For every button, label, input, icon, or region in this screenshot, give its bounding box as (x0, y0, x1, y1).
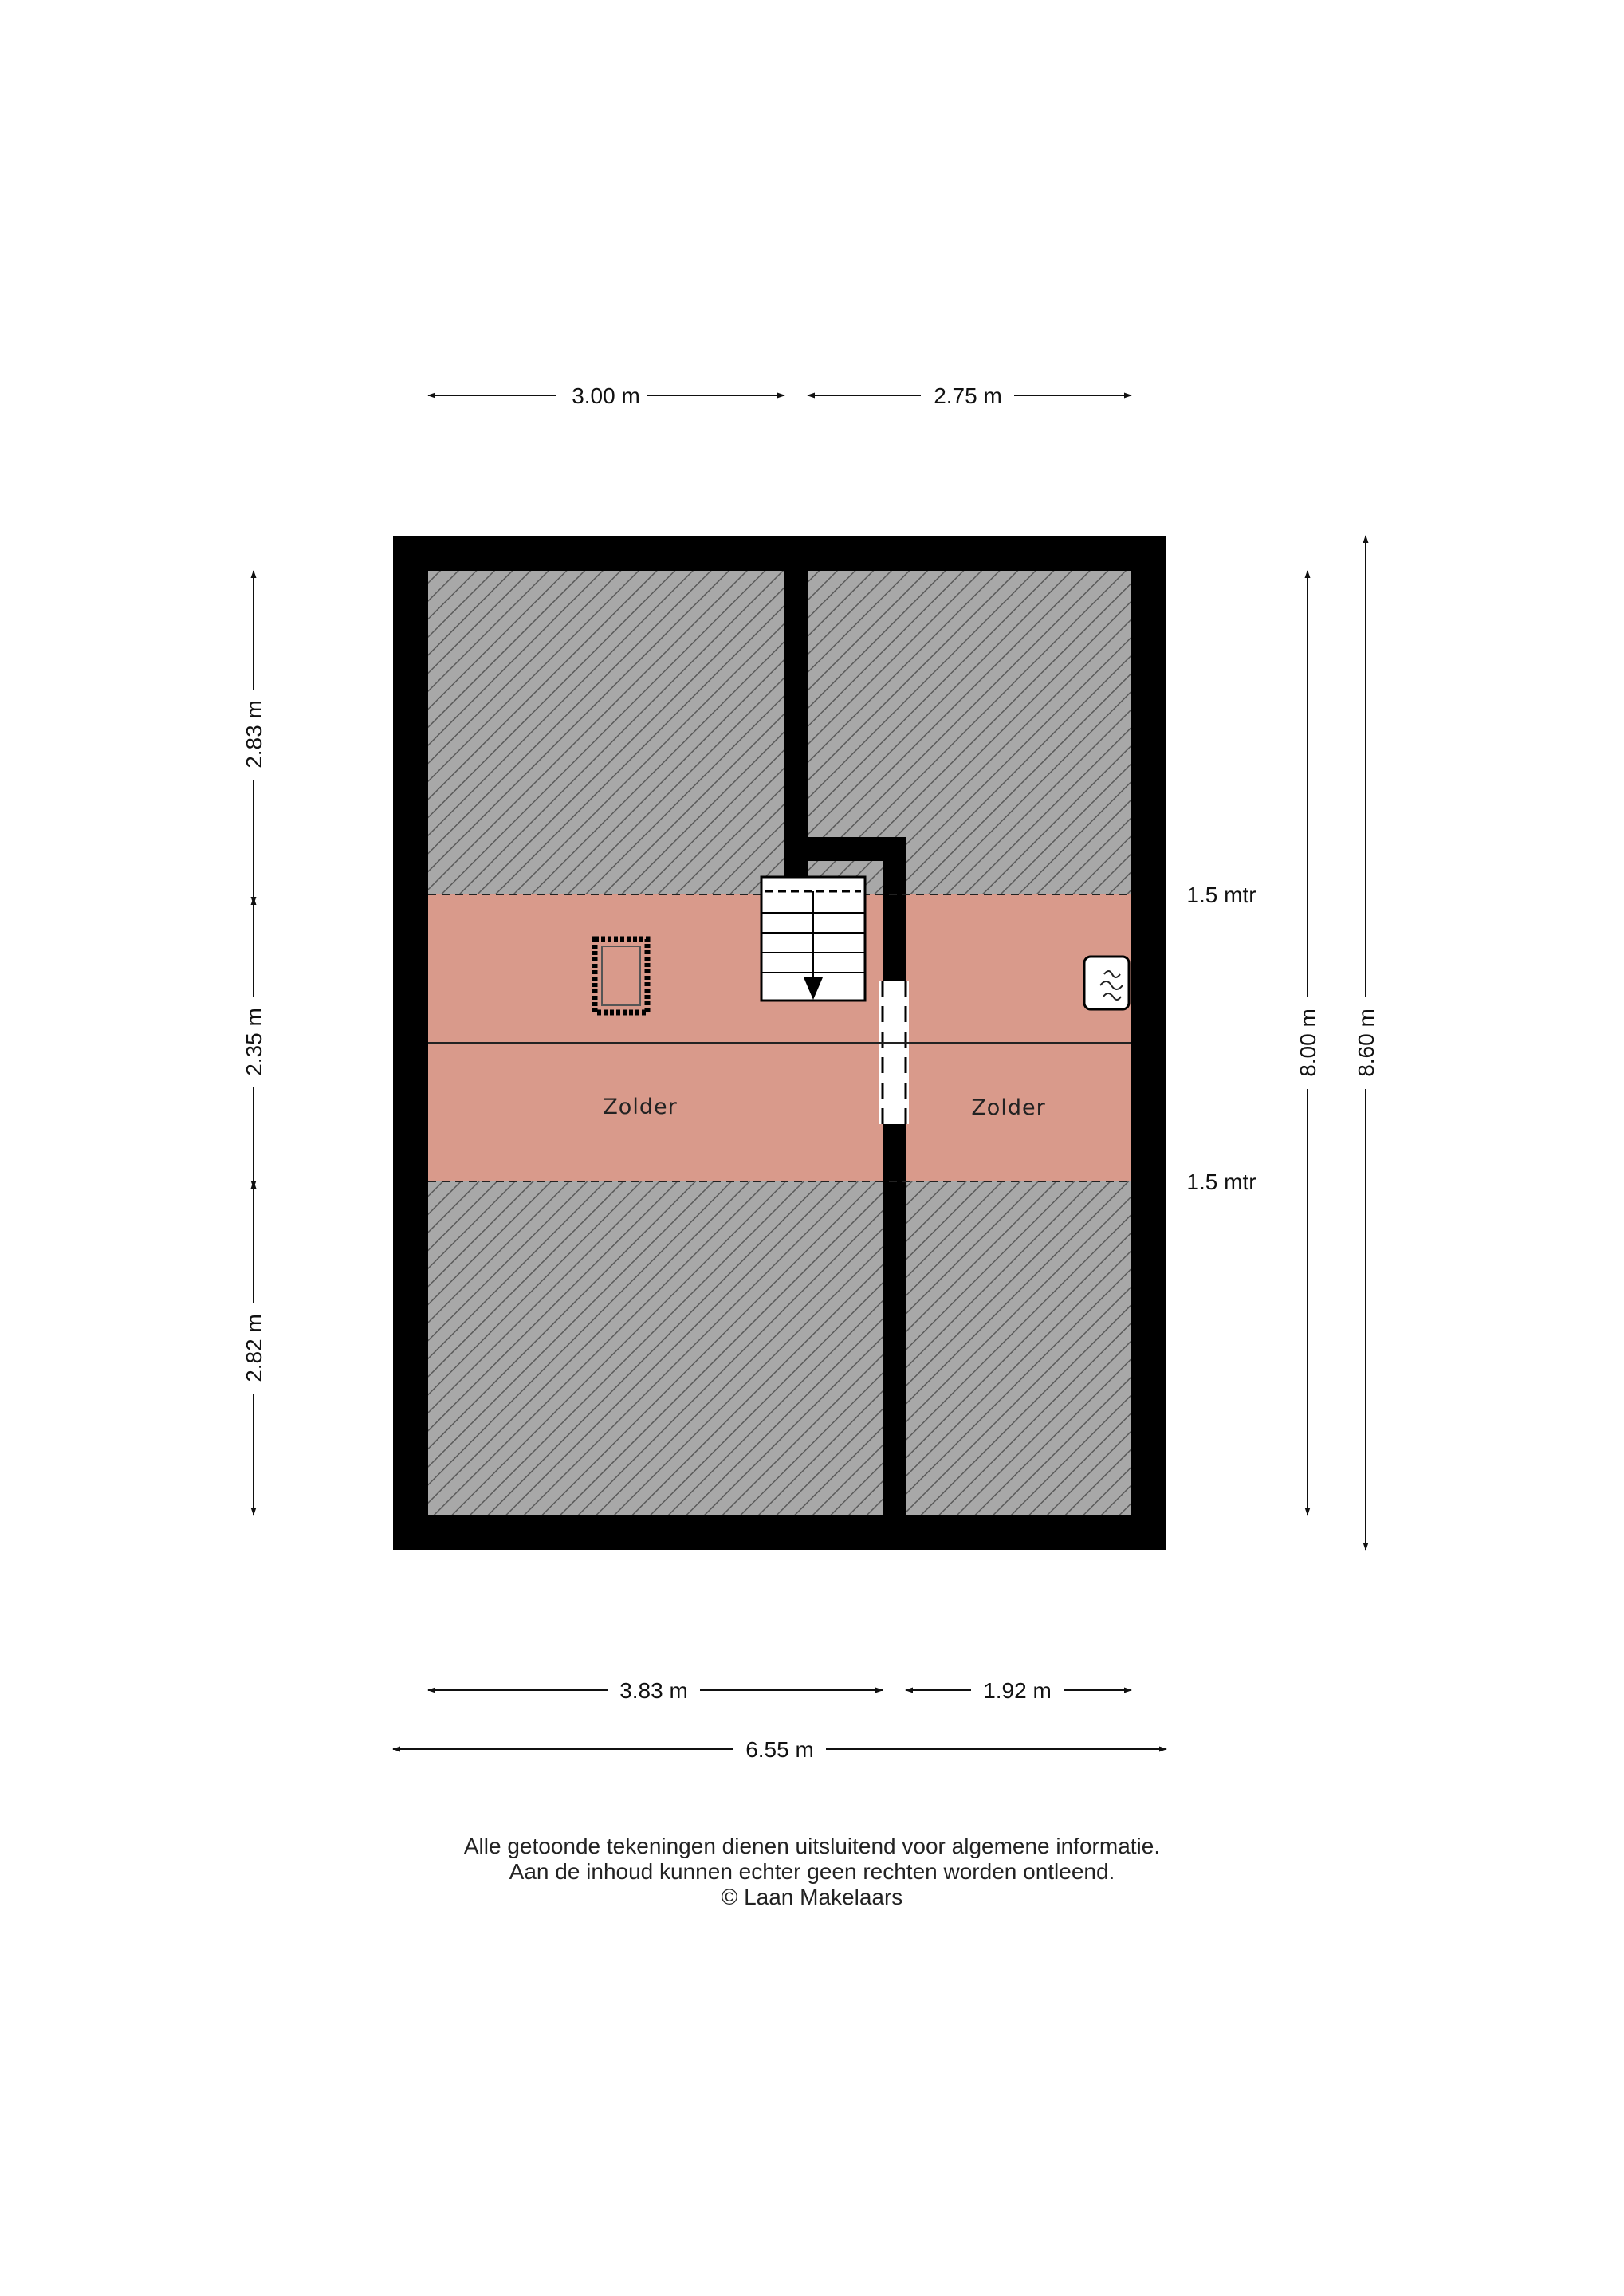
dimension-top-right (808, 383, 1131, 408)
disclaimer-line-1: Alle getoonde tekeningen dienen uitsluitend voor algemene informatie. (463, 1834, 1161, 1858)
dimension-top-left (428, 383, 784, 408)
low-ceiling-bottom-right (906, 1181, 1131, 1515)
dimension-label: 3.83 m (619, 1678, 688, 1703)
dimension-label: 8.60 m (1354, 1008, 1378, 1077)
dimension-left-middle (242, 898, 266, 1188)
dimension-label: 8.00 m (1296, 1008, 1320, 1077)
dimension-label: 6.55 m (745, 1737, 814, 1762)
room-label-right: Zolder (971, 1095, 1046, 1120)
dimension-label: 2.75 m (934, 383, 1002, 408)
low-ceiling-bottom-left (428, 1181, 883, 1515)
interior-wall-upper (784, 536, 808, 847)
dimension-right-outer (1354, 536, 1378, 1550)
disclaimer-line-2: Aan de inhoud kunnen echter geen rechten worden ontleend. (509, 1859, 1115, 1884)
room-zolder-right (906, 894, 1131, 1181)
height-label-lower: 1.5 mtr (1186, 1170, 1256, 1194)
dimension-label: 1.92 m (983, 1678, 1052, 1703)
height-label-upper: 1.5 mtr (1186, 883, 1256, 907)
dimension-left-top (242, 571, 266, 904)
dimension-bottom-right (906, 1678, 1131, 1703)
staircase (761, 877, 865, 1001)
dimension-bottom-left (428, 1678, 883, 1703)
low-ceiling-top-left (428, 571, 784, 894)
dimension-right-inner (1296, 571, 1320, 1515)
room-label-left: Zolder (603, 1095, 678, 1119)
boiler-icon (1084, 957, 1129, 1009)
dimension-label: 3.00 m (572, 383, 640, 408)
dimension-left-bottom (242, 1181, 266, 1515)
doorway (879, 981, 909, 1124)
dimension-bottom-total (393, 1737, 1166, 1762)
dimension-label: 2.83 m (242, 700, 266, 769)
dimension-label: 2.82 m (242, 1314, 266, 1382)
interior-wall-lower (883, 1124, 906, 1515)
disclaimer-copyright: © Laan Makelaars (721, 1885, 903, 1909)
dimension-label: 2.35 m (242, 1008, 266, 1076)
disclaimer (0, 1834, 1624, 1910)
